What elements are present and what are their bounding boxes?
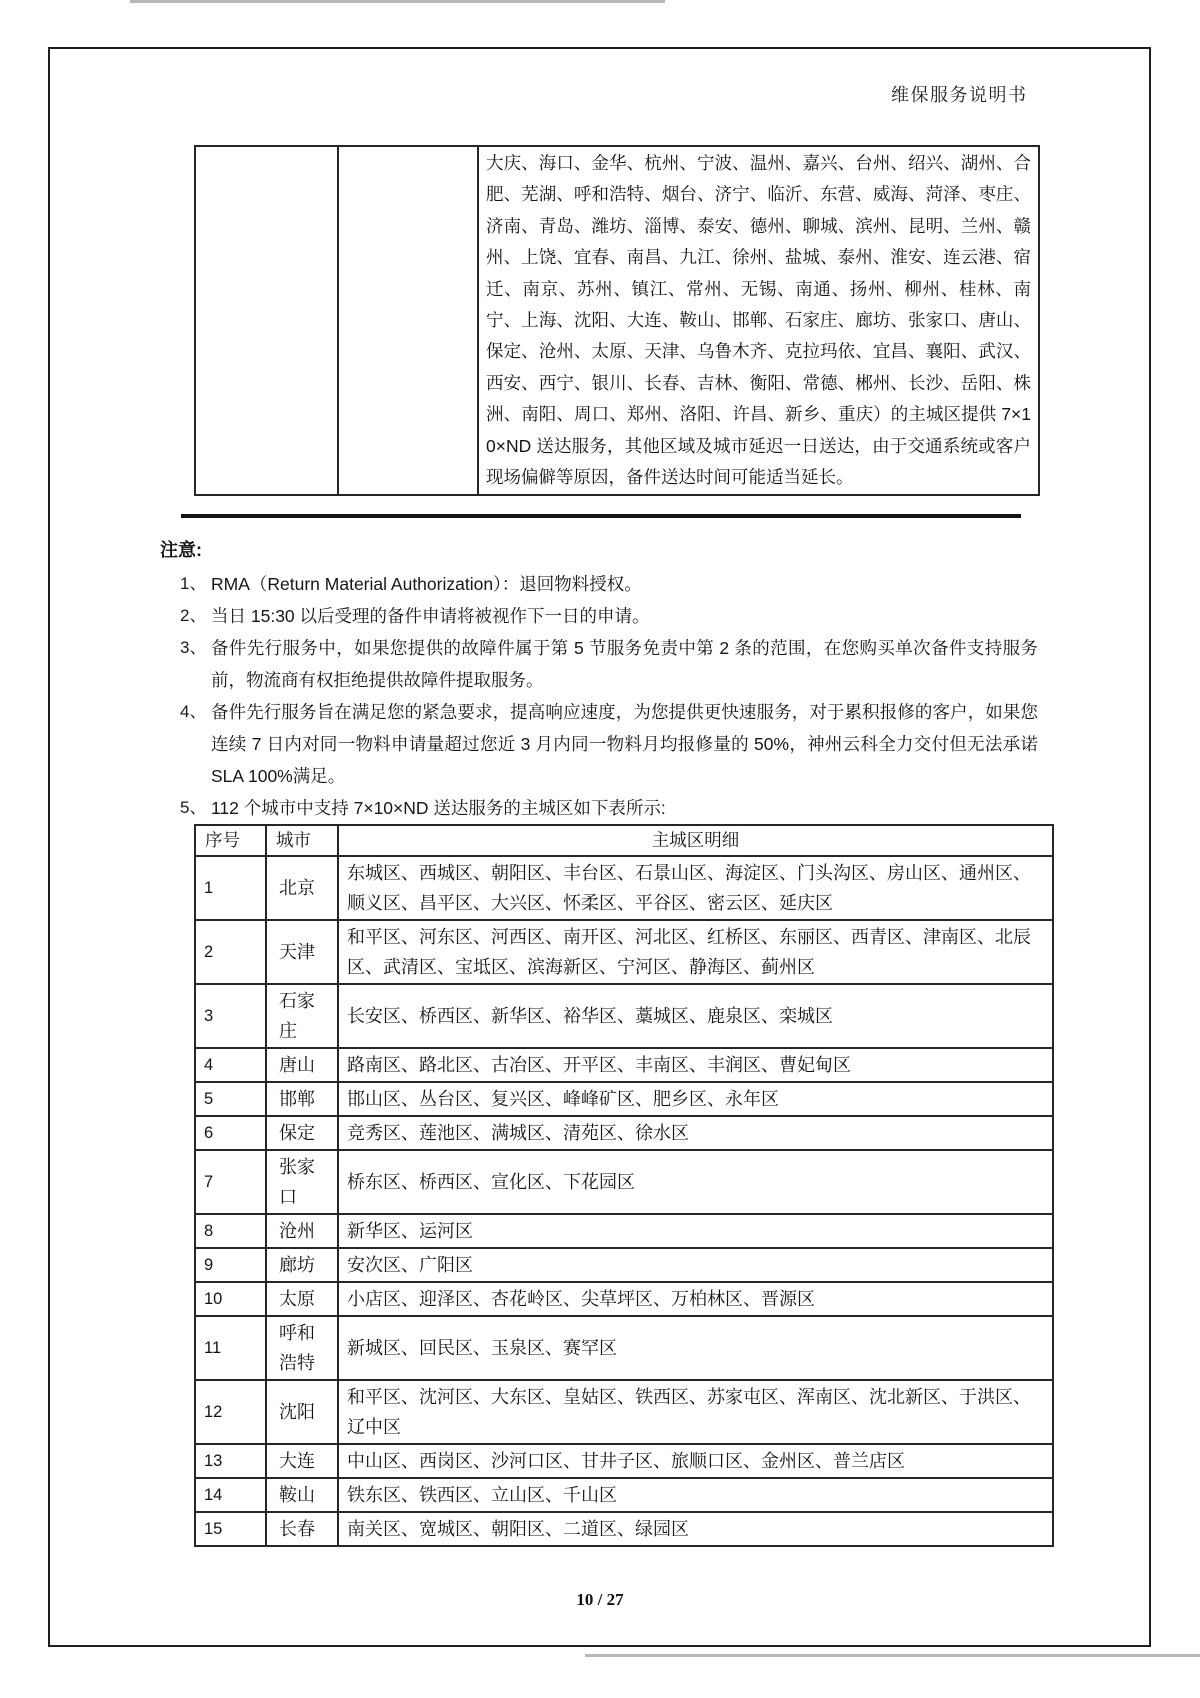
note-item-text: 备件先行服务旨在满足您的紧急要求，提高响应速度，为您提供更快速服务，对于累积报修的客户，如果您连续 7 日内对同一物料申请量超过您近 3 月内同一物料月均报修量的 50%，神州云科全力交付但无法承诺 SLA 100%满足。 [211,702,1038,786]
note-item-text: 112 个城市中支持 7×10×ND 送达服务的主城区如下表所示: [211,798,666,818]
districts-cell: 竞秀区、莲池区、满城区、清苑区、徐水区 [338,1116,1053,1150]
table-row [195,1380,1053,1444]
districts-cell: 安次区、广阳区 [338,1248,1053,1282]
row-number-cell: 10 [195,1282,266,1316]
table-row [195,1444,1053,1478]
table-row [195,1282,1053,1316]
districts-cell: 和平区、沈河区、大东区、皇姑区、铁西区、苏家屯区、浑南区、沈北新区、于洪区、辽中区 [338,1380,1053,1444]
notes-title: 注意: [160,540,202,560]
table-row [195,920,1053,984]
delivery-cities-text: 大庆、海口、金华、杭州、宁波、温州、嘉兴、台州、绍兴、湖州、合肥、芜湖、呼和浩特、烟台、济宁、临沂、东营、威海、菏泽、枣庄、济南、青岛、潍坊、淄博、泰安、德州、聊城、滨州、昆明、兰州、赣州、上饶、宜春、南昌、九江、徐州、盐城、泰州、淮安、连云港、宿迁、南京、苏州、镇江、常州、无锡、南通、扬州、柳州、桂林、南宁、上海、沈阳、大连、鞍山、邯郸、石家庄、廊坊、张家口、唐山、保定、沧州、太原、天津、乌鲁木齐、克拉玛依、宜昌、襄阳、武汉、西安、西宁、银川、长春、吉林、衡阳、常德、郴州、长沙、岳阳、株洲、南阳、周口、郑州、洛阳、许昌、新乡、重庆）的主城区提供 7×10×ND 送达服务，其他区域及城市延迟一日送达，由于交通系统或客户现场偏僻等原因，备件送达时间可能适当延长。 [478,146,1039,495]
table-row [195,1478,1053,1512]
districts-cell: 长安区、桥西区、新华区、裕华区、藁城区、鹿泉区、栾城区 [338,984,1053,1048]
row-number-cell: 11 [195,1316,266,1380]
row-number-cell: 2 [195,920,266,984]
row-number-cell: 14 [195,1478,266,1512]
row-number-cell: 15 [195,1512,266,1546]
city-districts-table [194,824,1054,1547]
row-number-cell: 5 [195,1082,266,1116]
row-number-cell: 1 [195,856,266,920]
city-cell: 北京 [266,856,338,920]
districts-cell: 路南区、路北区、古冶区、开平区、丰南区、丰润区、曹妃甸区 [338,1048,1053,1082]
districts-cell: 铁东区、铁西区、立山区、千山区 [338,1478,1053,1512]
city-cell: 大连 [266,1444,338,1478]
note-item-number: 5、 [180,798,207,817]
row-number-cell: 12 [195,1380,266,1444]
table-row [195,1214,1053,1248]
table-row [195,1150,1053,1214]
row-number-cell: 4 [195,1048,266,1082]
table-row [195,856,1053,920]
city-cell: 天津 [266,920,338,984]
column-header-districts: 主城区明细 [338,825,1053,856]
table-row [195,984,1053,1048]
districts-cell: 中山区、西岗区、沙河口区、甘井子区、旅顺口区、金州区、普兰店区 [338,1444,1053,1478]
page-header-title: 维保服务说明书 [891,85,1028,105]
city-cell: 廊坊 [266,1248,338,1282]
city-cell: 沧州 [266,1214,338,1248]
districts-cell: 新城区、回民区、玉泉区、赛罕区 [338,1316,1053,1380]
note-item-text: 备件先行服务中，如果您提供的故障件属于第 5 节服务免责中第 2 条的范围，在您购买单次备件支持服务前，物流商有权拒绝提供故障件提取服务。 [211,638,1038,690]
note-item [160,632,1038,696]
row-number-cell: 7 [195,1150,266,1214]
notes-list [160,568,1038,824]
note-item [160,568,1038,600]
page-scan-edge-bottom [585,1654,1200,1657]
table-row [195,1512,1053,1546]
column-header-number: 序号 [195,825,266,856]
continued-empty-cell-1 [195,146,338,495]
note-item-number: 2、 [180,606,207,625]
row-number-cell: 13 [195,1444,266,1478]
districts-cell: 小店区、迎泽区、杏花岭区、尖草坪区、万柏林区、晋源区 [338,1282,1053,1316]
city-cell: 保定 [266,1116,338,1150]
notes-section [160,535,1038,824]
city-cell: 张家口 [266,1150,338,1214]
city-cell: 邯郸 [266,1082,338,1116]
city-cell: 沈阳 [266,1380,338,1444]
table-row [195,1048,1053,1082]
row-number-cell: 8 [195,1214,266,1248]
page-scan-edge-top [130,0,665,3]
note-item-number: 1、 [180,574,207,593]
districts-cell: 和平区、河东区、河西区、南开区、河北区、红桥区、东丽区、西青区、津南区、北辰区、武清区、宝坻区、滨海新区、宁河区、静海区、蓟州区 [338,920,1053,984]
delivery-cities-table [194,145,1040,496]
note-item [160,600,1038,632]
districts-cell: 桥东区、桥西区、宣化区、下花园区 [338,1150,1053,1214]
table-row [195,146,1039,495]
table-row [195,1116,1053,1150]
note-item [160,792,1038,824]
city-cell: 呼和浩特 [266,1316,338,1380]
note-item [160,696,1038,792]
note-item-number: 3、 [180,638,207,657]
row-number-cell: 9 [195,1248,266,1282]
table-row [195,1316,1053,1380]
city-table-body [195,856,1053,1546]
city-cell: 石家庄 [266,984,338,1048]
row-number-cell: 6 [195,1116,266,1150]
districts-cell: 邯山区、丛台区、复兴区、峰峰矿区、肥乡区、永年区 [338,1082,1053,1116]
note-item-text: 当日 15:30 以后受理的备件申请将被视作下一日的申请。 [211,606,650,626]
table-row [195,1082,1053,1116]
note-item-number: 4、 [180,702,207,721]
continued-empty-cell-2 [338,146,478,495]
districts-cell: 东城区、西城区、朝阳区、丰台区、石景山区、海淀区、门头沟区、房山区、通州区、顺义区、昌平区、大兴区、怀柔区、平谷区、密云区、延庆区 [338,856,1053,920]
table-row [195,1248,1053,1282]
city-cell: 唐山 [266,1048,338,1082]
city-cell: 鞍山 [266,1478,338,1512]
districts-cell: 新华区、运河区 [338,1214,1053,1248]
city-cell: 太原 [266,1282,338,1316]
column-header-city: 城市 [266,825,338,856]
table-bottom-rule [181,514,1021,518]
row-number-cell: 3 [195,984,266,1048]
note-item-text: RMA（Return Material Authorization）：退回物料授权。 [211,574,642,594]
page-number: 10 / 27 [576,1590,624,1609]
table-header-row [195,825,1053,856]
districts-cell: 南关区、宽城区、朝阳区、二道区、绿园区 [338,1512,1053,1546]
city-cell: 长春 [266,1512,338,1546]
